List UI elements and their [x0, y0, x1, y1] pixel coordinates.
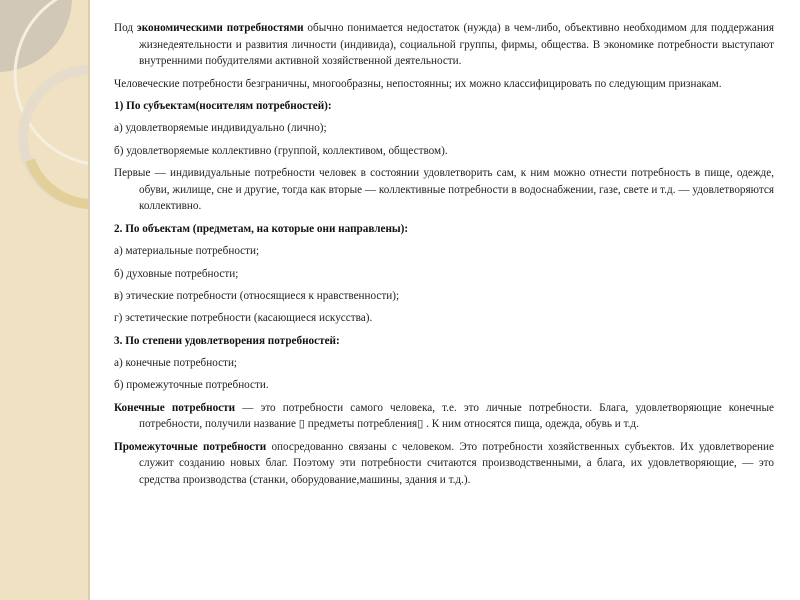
- bold-term: экономическими потребностями: [136, 22, 304, 34]
- bold-term: Промежуточные потребности: [114, 440, 267, 453]
- text-run: б) промежуточные потребности.: [114, 379, 269, 392]
- text-run: б) удовлетворяемые коллективно (группой, коллективом, обществом).: [114, 144, 448, 157]
- text-run: Под: [114, 22, 137, 34]
- paragraph: [114, 165, 774, 215]
- paragraph: [114, 221, 774, 238]
- paragraph: [114, 439, 774, 489]
- text-run: а) материальные потребности;: [114, 245, 260, 258]
- paragraph: [114, 98, 774, 115]
- text-run: — это потребности самого человека, т.е. это личные потребности. Блага, удовлетворяющие конечные потребности, получили название ▯ предметы потребления▯ . К ним относятся пища, одежда, обувь и т.д.: [139, 401, 775, 431]
- paragraph: [114, 120, 774, 137]
- text-run: а) удовлетворяемые индивидуально (лично);: [114, 122, 327, 135]
- text-run: опосредованно связаны с человеком. Это потребности хозяйственных субъектов. Их удовлетворение служит созданию новых благ. Поэтому эти потребности считаются производственными, а блага, их удовлетворяющие, — это средства производства (станки, оборудование,машины, здания и т.д.).: [139, 440, 774, 487]
- slide-text: [114, 20, 774, 494]
- text-run: а) конечные потребности;: [114, 357, 238, 370]
- paragraph: [114, 288, 774, 305]
- text-run: Человеческие потребности безграничны, многообразны, непостоянны; их можно классифицировать по следующим признакам.: [114, 77, 722, 90]
- decorative-sidebar: [0, 0, 90, 600]
- text-run: обычно понимается недостаток (нужда) в чем-либо, объективно необходимом для поддержания жизнедеятельности и развития личности (индивида), социальной группы, фирмы, общества. В экономике потребности выступают внутренними побудителями активной хозяйственной деятельности.: [139, 22, 774, 68]
- paragraph: [114, 243, 774, 260]
- paragraph: [114, 310, 774, 327]
- bold-term: Конечные потребности: [114, 401, 236, 414]
- paragraph: [114, 400, 774, 433]
- paragraph: [114, 333, 774, 350]
- paragraph: [114, 76, 774, 93]
- paragraph: [114, 355, 774, 372]
- bold-term: 2. По объектам (предметам, на которые они направлены):: [114, 222, 409, 235]
- bold-term: 3. По степени удовлетворения потребностей:: [114, 334, 340, 347]
- text-run: Первые — индивидуальные потребности человек в состоянии удовлетворить сам, к ним можно отнести потребность в пище, одежде, обуви, жилище, сне и другие, тогда как вторые — коллективные потребности в водоснабжении, газе, свете и т.д. — удовлетворяются коллективно.: [114, 167, 774, 213]
- text-run: б) духовные потребности;: [114, 267, 239, 280]
- text-run: г) эстетические потребности (касающиеся искусства).: [114, 312, 373, 325]
- decorative-circles-icon: [0, 0, 88, 600]
- paragraph: [114, 266, 774, 283]
- paragraph: [114, 20, 774, 70]
- bold-term: 1) По субъектам(носителям потребностей):: [114, 99, 332, 112]
- text-run: в) этические потребности (относящиеся к нравственности);: [114, 289, 400, 302]
- paragraph: [114, 143, 774, 160]
- paragraph: [114, 377, 774, 394]
